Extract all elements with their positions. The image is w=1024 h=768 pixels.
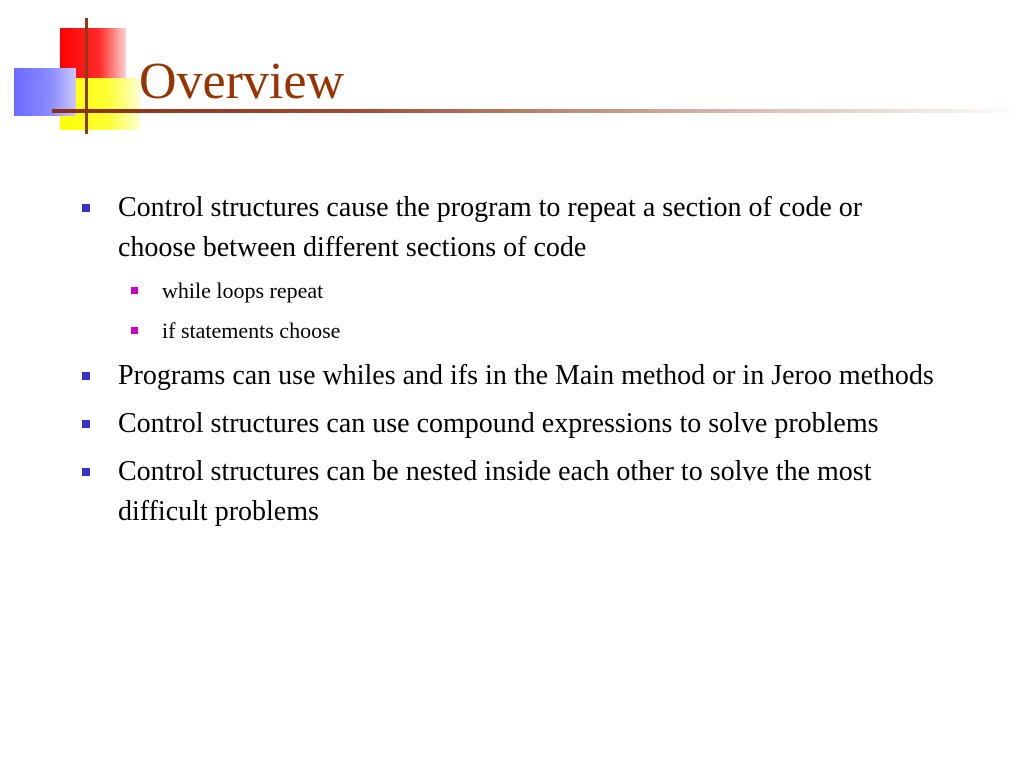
square-bullet-icon [82, 372, 90, 380]
bullet-item [80, 188, 940, 268]
bullet-text: Control structures can be nested inside each other to solve the most difficult problems [118, 456, 872, 527]
square-bullet-icon [82, 420, 90, 428]
square-bullet-icon [82, 468, 90, 476]
bullet-text: Control structures cause the program to repeat a section of code or choose between different sections of code [118, 192, 863, 263]
decorative-logo [0, 0, 140, 140]
vertical-line-decoration [85, 18, 88, 134]
bullet-text: Control structures can use compound expressions to solve problems [118, 408, 879, 439]
sub-bullet-list [80, 276, 940, 346]
square-bullet-icon [82, 204, 90, 212]
sub-bullet-item [80, 276, 940, 306]
bullet-text: Programs can use whiles and ifs in the Main method or in Jeroo methods [118, 360, 934, 391]
bullet-item [80, 356, 940, 396]
sub-bullet-text: if statements choose [162, 318, 341, 343]
bullet-item [80, 452, 940, 532]
square-sub-bullet-icon [131, 327, 138, 334]
slide-content [80, 188, 940, 540]
square-sub-bullet-icon [131, 287, 138, 294]
sub-bullet-text: while loops repeat [162, 278, 324, 303]
bullet-item [80, 404, 940, 444]
sub-bullet-item [80, 316, 940, 346]
slide-title: Overview [139, 53, 345, 110]
